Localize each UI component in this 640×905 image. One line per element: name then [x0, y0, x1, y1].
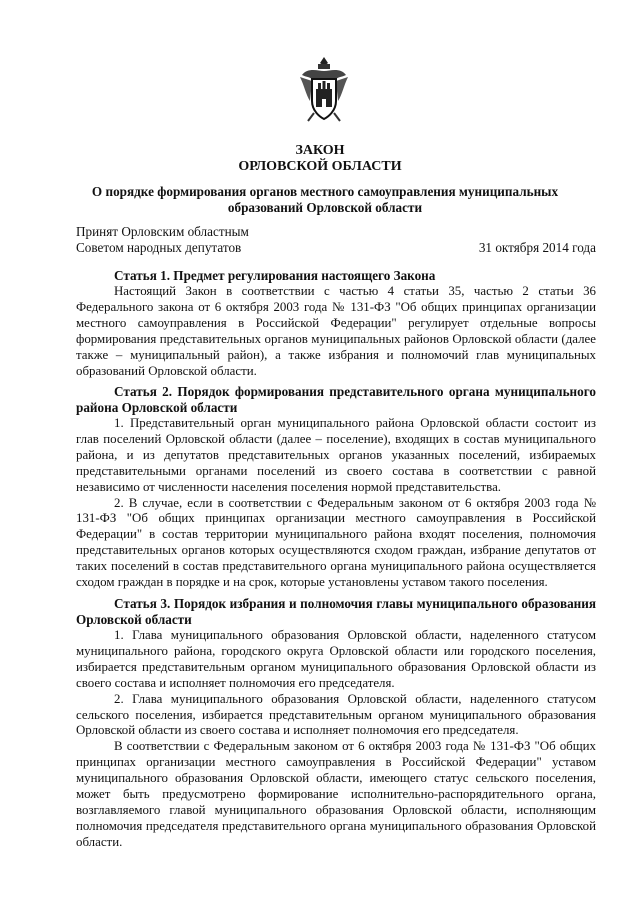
- article-1: [76, 268, 596, 379]
- region-title: ОРЛОВСКОЙ ОБЛАСТИ: [238, 159, 402, 174]
- document-subtitle: О порядке формирования органов местного самоуправления муниципальных образований Орловской области: [91, 184, 559, 215]
- adoption-block: [76, 224, 596, 256]
- law-label: ЗАКОН: [295, 143, 345, 158]
- article-heading: Статья 2. Порядок формирования представительного органа муниципального района Орловской области: [76, 384, 596, 415]
- article-2: [76, 384, 596, 591]
- article-paragraph: 2. Глава муниципального образования Орловской области, наделенного статусом сельского поселения, избирается представительным органом муниципального образования Орловской области из своего состава и исполняет полномочия его председателя.: [76, 691, 596, 738]
- adopted-line-2: Советом народных депутатов: [76, 240, 242, 255]
- article-paragraph: 2. В случае, если в соответствии с Федеральным законом от 6 октября 2003 года № 131-ФЗ "Об общих принципах организации местного самоуправления в Российской Федерации" в состав территории муниципального района входят поселения, полномочия представительных органов которых осуществляются сходом граждан, избрание депутатов от таких поселений в состав представительного органа муниципального района осуществляется сходом граждан в порядке и на срок, которые установлены уставом такого поселения.: [76, 495, 596, 590]
- article-heading: Статья 1. Предмет регулирования настоящего Закона: [114, 268, 436, 283]
- article-paragraph: 1. Представительный орган муниципального района Орловской области состоит из глав поселений Орловской области (далее – поселение), входящих в состав муниципального района, и из депутатов представительных органов указанных поселений, избираемых представительными органами поселений из своего состава в соответствии с равной независимо от численности населения поселения нормой представительства.: [76, 416, 596, 494]
- coat-of-arms-icon: [298, 55, 350, 125]
- article-paragraph: 1. Глава муниципального образования Орловской области, наделенного статусом муниципального района, городского округа Орловской области или городского поселения, избирается представительным органом муниципального образования Орловской области из своего состава и исполняет полномочия его председателя.: [76, 628, 596, 690]
- adopted-line-1: Принят Орловским областным: [76, 224, 249, 239]
- adoption-date: 31 октября 2014 года: [478, 240, 596, 255]
- article-3: [76, 596, 596, 851]
- article-paragraph: В соответствии с Федеральным законом от 6 октября 2003 года № 131-ФЗ "Об общих принципах организации местного самоуправления в Российской Федерации" уставом муниципального образования Орловской области, имеющего статус сельского поселения, может быть предусмотрено формирование исполнительно-распорядительного органа, возглавляемого главой муниципального образования Орловской области, исполняющим полномочия председателя представительного органа муниципального образования Орловской области.: [76, 739, 596, 849]
- article-paragraph: Настоящий Закон в соответствии с частью 4 статьи 35, частью 2 статьи 36 Федерального закона от 6 октября 2003 года № 131-ФЗ "Об общих принципах организации местного самоуправления в Российской Федерации" регулирует отдельные вопросы формирования представительных органов муниципальных районов Орловской области (далее также – муниципальный район), а также избрания и полномочий глав муниципальных образований Орловской области.: [76, 284, 596, 378]
- article-heading: Статья 3. Порядок избрания и полномочия главы муниципального образования Орловской области: [76, 596, 596, 627]
